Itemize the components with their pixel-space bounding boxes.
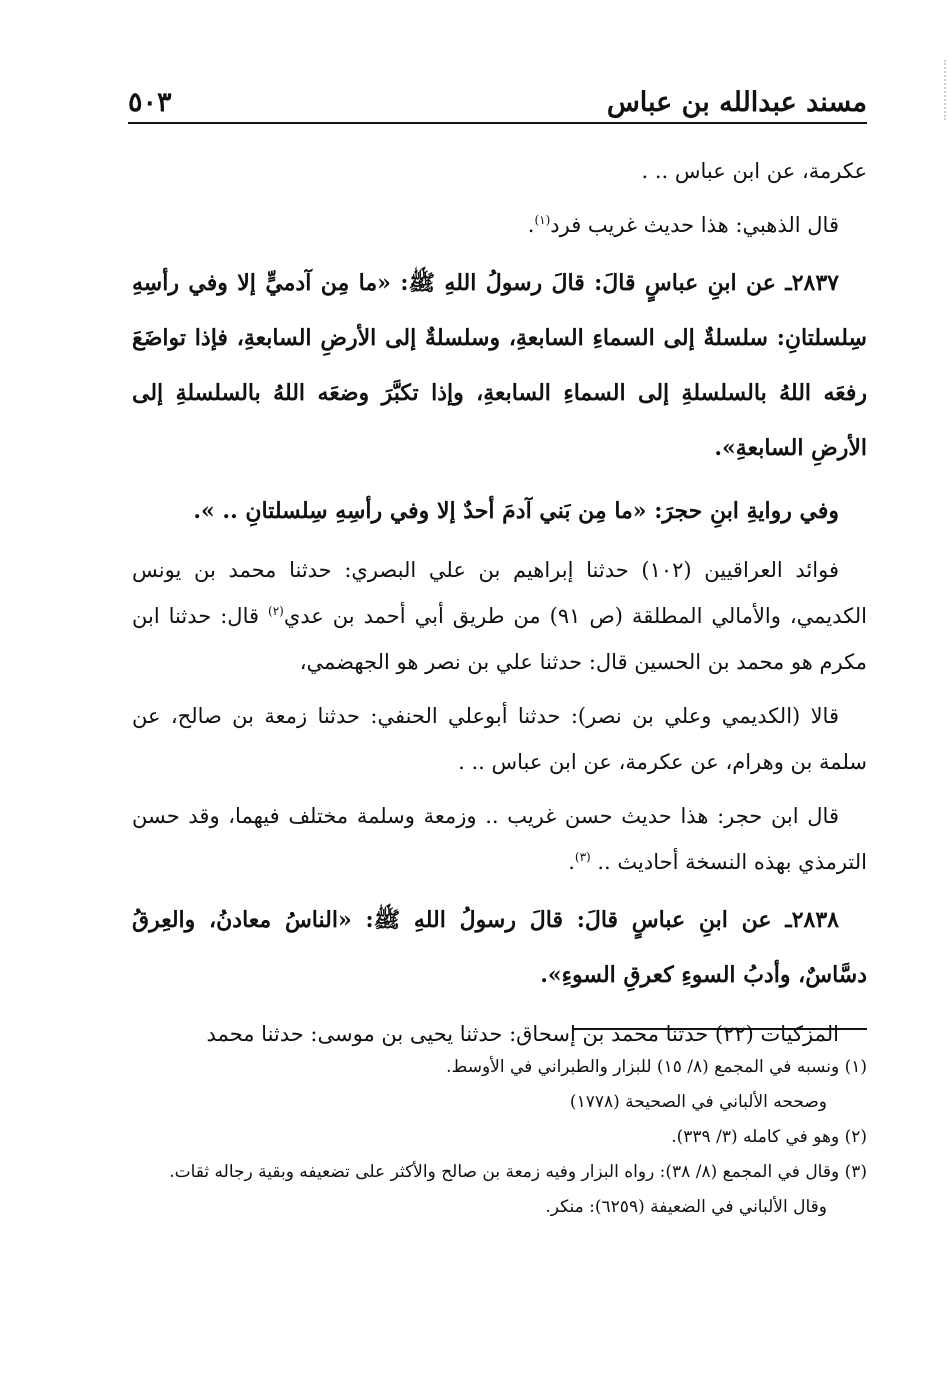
scan-edge-marks <box>940 60 946 120</box>
footnote-ref: (٢) <box>268 604 284 618</box>
paragraph <box>132 793 867 885</box>
footnote: (٣) وقال في المجمع (٨/ ٣٨): رواه البزار وفيه زمعة بن صالح والأكثر على تضعيفه وبقية رجاله ثقات. <box>169 1162 867 1182</box>
page-header <box>128 86 867 124</box>
hadith-2838: ٢٨٣٨ـ عن ابنِ عباسٍ قالَ: قالَ رسولُ اللهِ ﷺ: «الناسُ معادنُ، والعِرقُ دسَّاسٌ، وأدبُ السوءِ كعرقِ السوءِ». <box>132 907 867 988</box>
paragraph-text: قال الذهبي: هذا حديث غريب فرد <box>550 213 839 237</box>
paragraph: عكرمة، عن ابن عباس .. . <box>641 159 867 183</box>
footnote-separator <box>572 1028 867 1030</box>
hadith-variant: وفي روايةِ ابنِ حجرَ: «ما مِن بَني آدمَ أحدٌ إلا وفي رأسِهِ سِلسلتانِ .. ». <box>193 498 839 524</box>
paragraph-end: . <box>527 213 535 237</box>
footnote-ref: (٣) <box>574 850 591 864</box>
paragraph-text: قال ابن حجر: هذا حديث حسن غريب .. وزمعة وسلمة مختلف فيهما، وقد حسن الترمذي بهذه النسخة أحاديث .. <box>132 804 867 874</box>
paragraph-text: فوائد العراقيين (١٠٢) حدثنا إبراهيم بن علي البصري: حدثنا محمد بن يونس الكديمي، والأمالي المطلقة (ص ٩١) من طريق أبي أحمد بن عدي <box>132 558 868 628</box>
hadith-2837: ٢٨٣٧ـ عن ابنِ عباسٍ قالَ: قالَ رسولُ اللهِ ﷺ: «ما مِن آدميٍّ إلا وفي رأسِهِ سِلسلتانِ: سلسلةٌ إلى السماءِ السابعةِ، وسلسلةٌ إلى الأرضِ السابعةِ، فإذا تواضَعَ رفعَه اللهُ بالسلسلةِ إلى السماءِ السابعةِ، وإذا تكبَّرَ وضعَه اللهُ بالسلسلةِ إلى الأرضِ السابعةِ». <box>132 270 867 461</box>
paragraph <box>132 547 867 685</box>
paragraph-end: . <box>568 850 575 874</box>
paragraph: المزكيات (٢٢) حدثنا محمد بن إسحاق: حدثنا يحيى بن موسى: حدثنا محمد <box>206 1022 839 1046</box>
footnotes <box>132 1050 867 1225</box>
paragraph <box>132 202 867 248</box>
footnote-continuation: وصححه الألباني في الصحيحة (١٧٧٨) <box>569 1092 827 1112</box>
running-title: مسند عبدالله بن عباس <box>606 87 867 118</box>
page-number: ٥٠٣ <box>128 87 172 118</box>
paragraph-text: قال: حدثنا ابن مكرم هو محمد بن الحسين قال: حدثنا علي بن نصر هو الجهضمي، <box>132 604 867 674</box>
footnote-continuation: وقال الألباني في الضعيفة (٦٢٥٩): منكر. <box>545 1197 827 1217</box>
footnote: (٢) وهو في كامله (٣/ ٣٣٩). <box>671 1127 867 1147</box>
main-text <box>132 148 867 1065</box>
footnote-ref: (١) <box>534 213 551 227</box>
footnote: (١) ونسبه في المجمع (٨/ ١٥) للبزار والطبراني في الأوسط. <box>446 1057 867 1077</box>
paragraph: قالا (الكديمي وعلي بن نصر): حدثنا أبوعلي الحنفي: حدثنا زمعة بن صالح، عن سلمة بن وهرام، عن عكرمة، عن ابن عباس .. . <box>132 704 867 774</box>
